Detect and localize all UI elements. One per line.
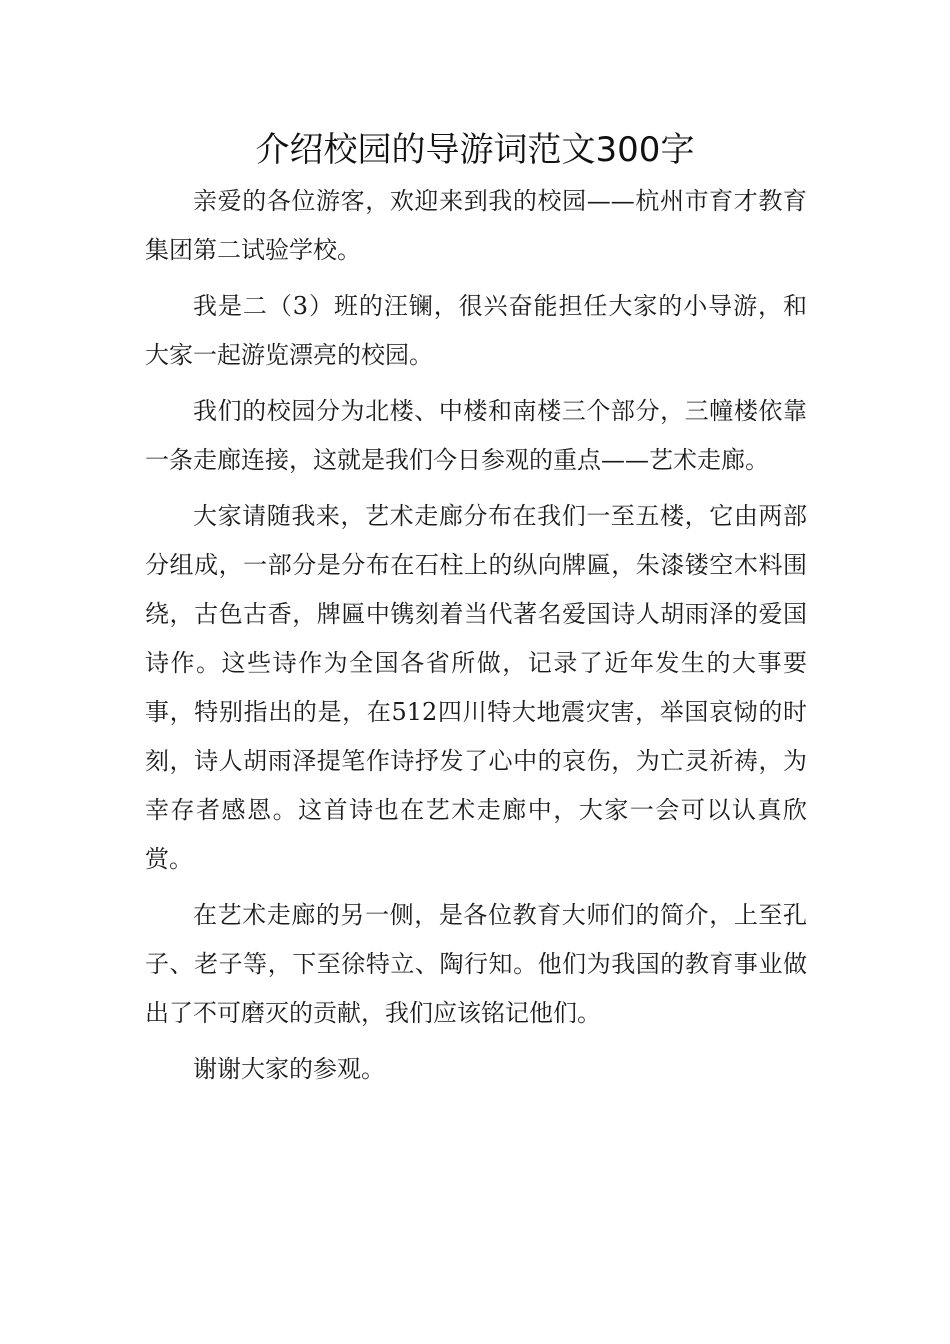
paragraph-thanks: 谢谢大家的参观。: [193, 1055, 385, 1083]
paragraph-art-corridor: 大家请随我来，艺术走廊分布在我们一至五楼，它由两部分组成，一部分是分布在石柱上的纵向牌匾，朱漆镂空木料围绕，古色古香，牌匾中镌刻着当代著名爱国诗人胡雨泽的爱国诗作。这些诗作为全国各省所做，记录了近年发生的大事要事，特别指出的是，在512四川特大地震灾害，举国哀恸的时刻，诗人胡雨泽提笔作诗抒发了心中的哀伤，为亡灵祈祷，为幸存者感恩。这首诗也在艺术走廊中，大家一会可以认真欣赏。: [145, 502, 807, 873]
paragraph-welcome: 亲爱的各位游客，欢迎来到我的校园——杭州市育才教育集团第二试验学校。: [145, 187, 807, 264]
document-title: 介绍校园的导游词范文300字: [255, 130, 695, 170]
document-body: [145, 177, 807, 1101]
paragraph-educators: 在艺术走廊的另一侧，是各位教育大师们的简介，上至孔子、老子等，下至徐特立、陶行知。他们为我国的教育事业做出了不可磨灭的贡献，我们应该铭记他们。: [145, 901, 807, 1027]
paragraph-guide-intro: 我是二（3）班的汪镧，很兴奋能担任大家的小导游，和大家一起游览漂亮的校园。: [145, 292, 807, 369]
paragraph-campus-layout: 我们的校园分为北楼、中楼和南楼三个部分，三幢楼依靠一条走廊连接，这就是我们今日参观的重点——艺术走廊。: [145, 397, 807, 474]
